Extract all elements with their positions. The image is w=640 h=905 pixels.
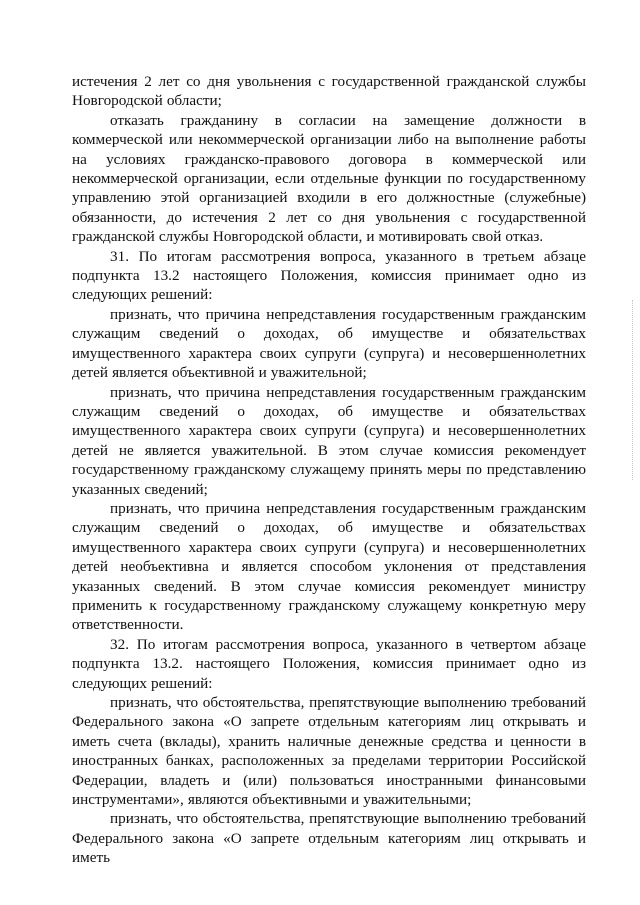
paragraph-item-31: 31. По итогам рассмотрения вопроса, указанного в третьем абзаце подпункта 13.2 настоящего Положения, комиссия принимает одно из следующих решений:: [72, 247, 586, 304]
paragraph-refuse-consent: отказать гражданину в согласии на замещение должности в коммерческой или некоммерческой организации либо на выполнение работы на условиях гражданско-правового договора в коммерческой или некоммерческой организации, если отдельные функции по государственному управлению этой организацией входили в его должностные (служебные) обязанности, до истечения 2 лет со дня увольнения с государственной гражданской службы Новгородской области, и мотивировать свой отказ.: [72, 111, 586, 246]
paragraph-decision-circumstances-objective: признать, что обстоятельства, препятствующие выполнению требований Федерального закона «О запрете отдельным категориям лиц открывать и иметь счета (вклады), хранить наличные денежные средства и ценности в иностранных банках, расположенных за пределами территории Российской Федерации, владеть и (или) пользоваться иностранными финансовыми инструментами», являются объективными и уважительными;: [72, 694, 586, 809]
paragraph-continuation-dismissal-term: истечения 2 лет со дня увольнения с государственной гражданской службы Новгородской области;: [72, 73, 586, 110]
paragraph-item-32: 32. По итогам рассмотрения вопроса, указанного в четвертом абзаце подпункта 13.2. настоящего Положения, комиссия принимает одно из следующих решений:: [72, 635, 586, 692]
paragraph-decision-objective: признать, что причина непредставления государственным гражданским служащим сведений о доходах, об имуществе и обязательствах имущественного характера своих супруги (супруга) и несовершеннолетних детей является объективной и уважительной;: [72, 305, 586, 382]
scan-edge-mark: [632, 300, 634, 480]
paragraph-decision-circumstances-continued: признать, что обстоятельства, препятствующие выполнению требований Федерального закона «О запрете отдельным категориям лиц открывать и иметь: [72, 810, 586, 867]
paragraph-decision-evasion: признать, что причина непредставления государственным гражданским служащим сведений о доходах, об имуществе и обязательствах имущественного характера своих супруги (супруга) и несовершеннолетних детей необъективна и является способом уклонения от представления указанных сведений. В этом случае комиссия рекомендует министру применить к государственному гражданскому служащему конкретную меру ответственности.: [72, 499, 586, 634]
paragraph-decision-not-valid: признать, что причина непредставления государственным гражданским служащим сведений о доходах, об имуществе и обязательствах имущественного характера своих супруги (супруга) и несовершеннолетних детей не является уважительной. В этом случае комиссия рекомендует государственному гражданскому служащему принять меры по представлению указанных сведений;: [72, 383, 586, 498]
